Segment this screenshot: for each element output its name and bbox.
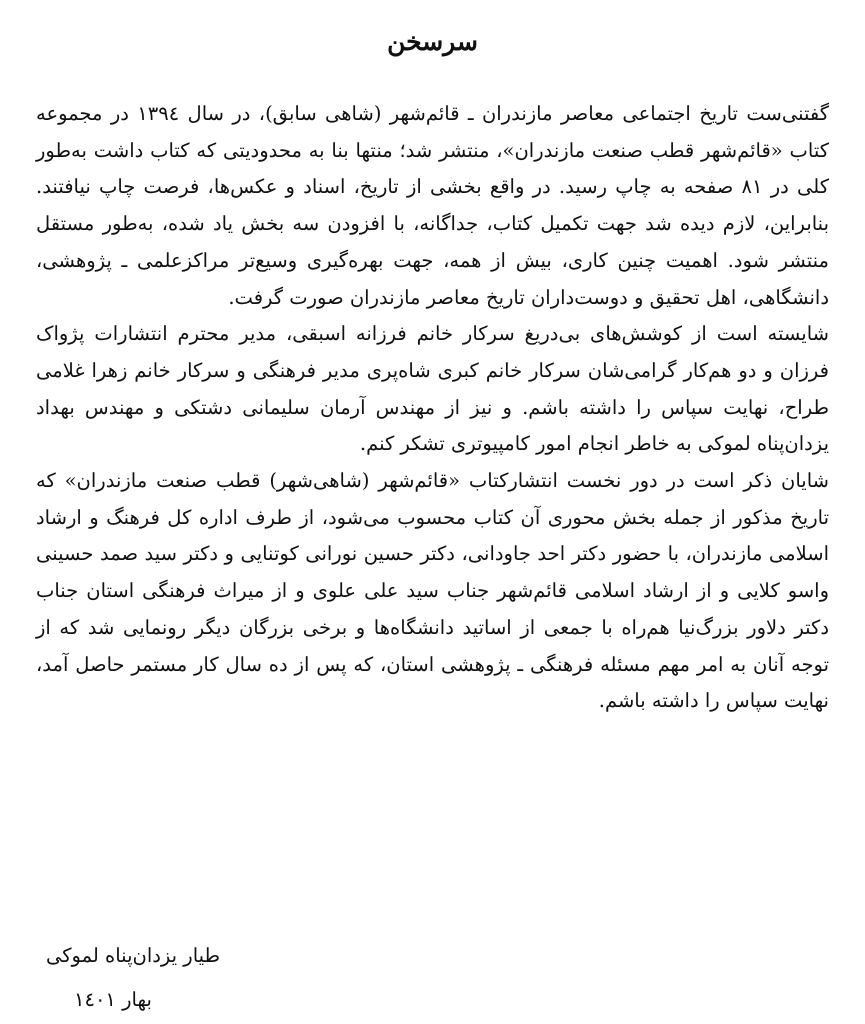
signature-date: بهار ۱٤۰۱ (74, 988, 152, 1011)
signature-block (36, 938, 829, 1018)
paragraph-2: شایسته است از کوشش‌های بی‌دریغ سرکار خانم فرزانه اسبقی، مدیر محترم انتشارات پژواک فرزان و دو هم‌کار گرامی‌شان سرکار خانم کبری شاه‌پری مدیر فرهنگی و سرکار خانم زهرا غلامی طراح، نهایت سپاس را داشته باشم. و نیز از مهندس آرمان سلیمانی دشتکی و مهندس بهداد یزدان‌پناه لموکی به خاطر انجام امور کامپیوتری تشکر کنم. (36, 322, 829, 456)
body-text (36, 96, 829, 720)
paragraph-1: گفتنی‌ست تاریخ اجتماعی معاصر مازندران ـ قائم‌شهر (شاهی سابق)، در سال ۱۳۹٤ در مجموعه کتاب «قائم‌شهر قطب صنعت مازندران»، منتشر شد؛ منتها بنا به محدودیتی که کتاب داشت به‌طور کلی در ۸۱ صفحه به چاپ رسید. در واقع بخشی از تاریخ، اسناد و عکس‌ها، فرصت چاپ نیافتند. بنابراین، لازم دیده شد جهت تکمیل کتاب، جداگانه، با افزودن سه بخش یاد شده، به‌طور مستقل منتشر شود. اهمیت چنین کاری، بیش از همه، جهت بهره‌گیری وسیع‌تر مراکزعلمی ـ پژوهشی، دانشگاهی، اهل تحقیق و دوست‌داران تاریخ معاصر مازندران صورت گرفت. (36, 102, 829, 309)
paragraph-3: شایان ذکر است در دور نخست انتشارکتاب «قائم‌شهر (شاهی‌شهر) قطب صنعت مازندران» که تاریخ مذکور از جمله بخش محوری آن کتاب محسوب می‌شود، از طرف اداره کل فرهنگ و ارشاد اسلامی مازندران، با حضور دکتر احد جاودانی، دکتر حسین نورانی کوتنایی و دکتر سید صمد حسینی واسو کلایی و از ارشاد اسلامی قائم‌شهر جناب سید علی علوی و از میراث فرهنگی استان جناب دکتر دلاور بزرگ‌نیا هم‌راه با جمعی از اساتید دانشگاه‌ها و برخی بزرگان دیگر رونمایی شد که از توجه آنان به امر مهم مسئله فرهنگی ـ پژوهشی استان، که پس از ده سال کار مستمر حاصل آمد، نهایت سپاس را داشته باشم. (36, 469, 829, 713)
author-name: طیار یزدان‌پناه لموکی (46, 944, 221, 967)
document-page (36, 0, 829, 1024)
page-title: سرسخن (387, 27, 478, 56)
